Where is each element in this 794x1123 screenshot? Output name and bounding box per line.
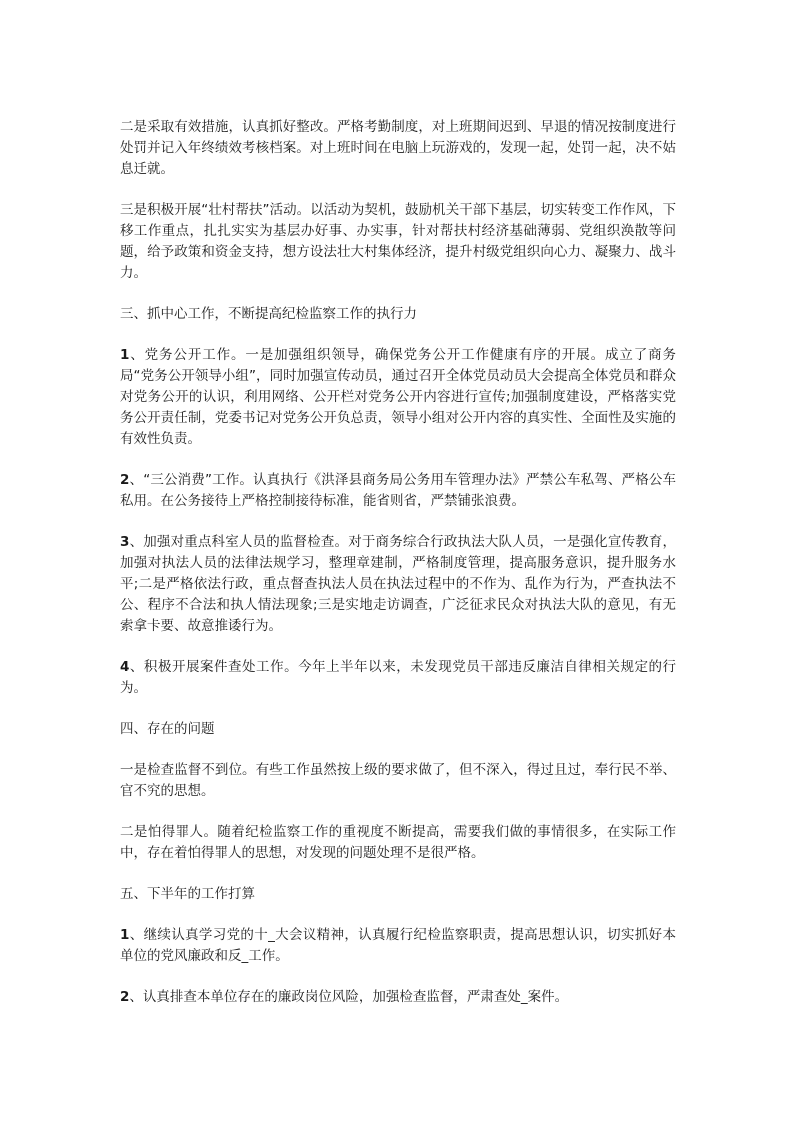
item-number: 1 [120,927,130,943]
paragraph-village-assistance: 三是积极开展“壮村帮扶”活动。以活动为契机，鼓励机关干部下基层，切实转变工作作风，下移工作重点，扎扎实实为基层办好事、办实事，针对帮扶村经济基础薄弱、党组织涣散等问题，给予政策和资金支持，想方设法壮大村集体经济，提升村级党组织向心力、凝聚力、战斗力。 [120,202,676,281]
item-number: 4 [120,659,130,675]
section-heading-3: 三、抓中心工作，不断提高纪检监察工作的执行力 [120,306,417,322]
item-number: 3 [120,534,130,550]
section-heading-5: 五、下半年的工作打算 [120,886,255,902]
list-item-party-affairs: 1、党务公开工作。一是加强组织领导，确保党务公开工作健康有序的开展。成立了商务局“党务公开领导小组”，同时加强宣传动员，通过召开全体党员动员大会提高全体党员和群众对党务公开的认识，利用网络、公开栏对党务公开内容进行宣传;加强制度建设，严格落实党务公开责任制，党委书记对党务公开负总责，领导小组对公开内容的真实性、全面性及实施的有效性负责。 [120,347,676,447]
list-item-risk-screening: 2、认真排查本单位存在的廉政岗位风险，加强检查监督，严肃查处_案件。 [120,989,569,1005]
list-item-key-staff-supervision: 3、加强对重点科室人员的监督检查。对于商务综合行政执法大队人员，一是强化宣传教育，加强对执法人员的法律法规学习，整理章建制，严格制度管理，提高服务意识，提升服务水平;二是严格依法行政，重点督查执法人员在执法过程中的不作为、乱作为行为，严查执法不公、程序不合法和执人情法现象;三是实地走访调查，广泛征求民众对执法大队的意见，有无索拿卡要、故意推诿行为。 [120,534,676,634]
list-item-three-public-expenses: 2、“三公消费”工作。认真执行《洪泽县商务局公务用车管理办法》严禁公车私驾、严格公车私用。在公务接待上严格控制接待标准，能省则省，严禁铺张浪费。 [120,472,676,509]
item-number: 2 [120,472,130,488]
paragraph-rectification: 二是采取有效措施，认真抓好整改。严格考勤制度，对上班期间迟到、早退的情况按制度进行处罚并记入年终绩效考核档案。对上班时间在电脑上玩游戏的，发现一起，处罚一起，决不姑息迁就。 [120,119,676,177]
list-item-case-investigation: 4、积极开展案件查处工作。今年上半年以来，未发现党员干部违反廉洁自律相关规定的行为。 [120,659,676,696]
item-number: 2 [120,989,130,1005]
item-number: 1 [120,347,130,363]
paragraph-supervision-gap: 一是检查监督不到位。有些工作虽然按上级的要求做了，但不深入，得过且过，奉行民不举、官不究的思想。 [120,762,676,799]
section-heading-4: 四、存在的问题 [120,721,215,737]
paragraph-fear-offending: 二是怕得罪人。随着纪检监察工作的重视度不断提高，需要我们做的事情很多，在实际工作中，存在着怕得罪人的思想，对发现的问题处理不是很严格。 [120,824,676,861]
document-body [120,117,676,1028]
list-item-study-spirit: 1、继续认真学习党的十_大会议精神，认真履行纪检监察职责，提高思想认识，切实抓好本单位的党风廉政和反_工作。 [120,927,676,964]
